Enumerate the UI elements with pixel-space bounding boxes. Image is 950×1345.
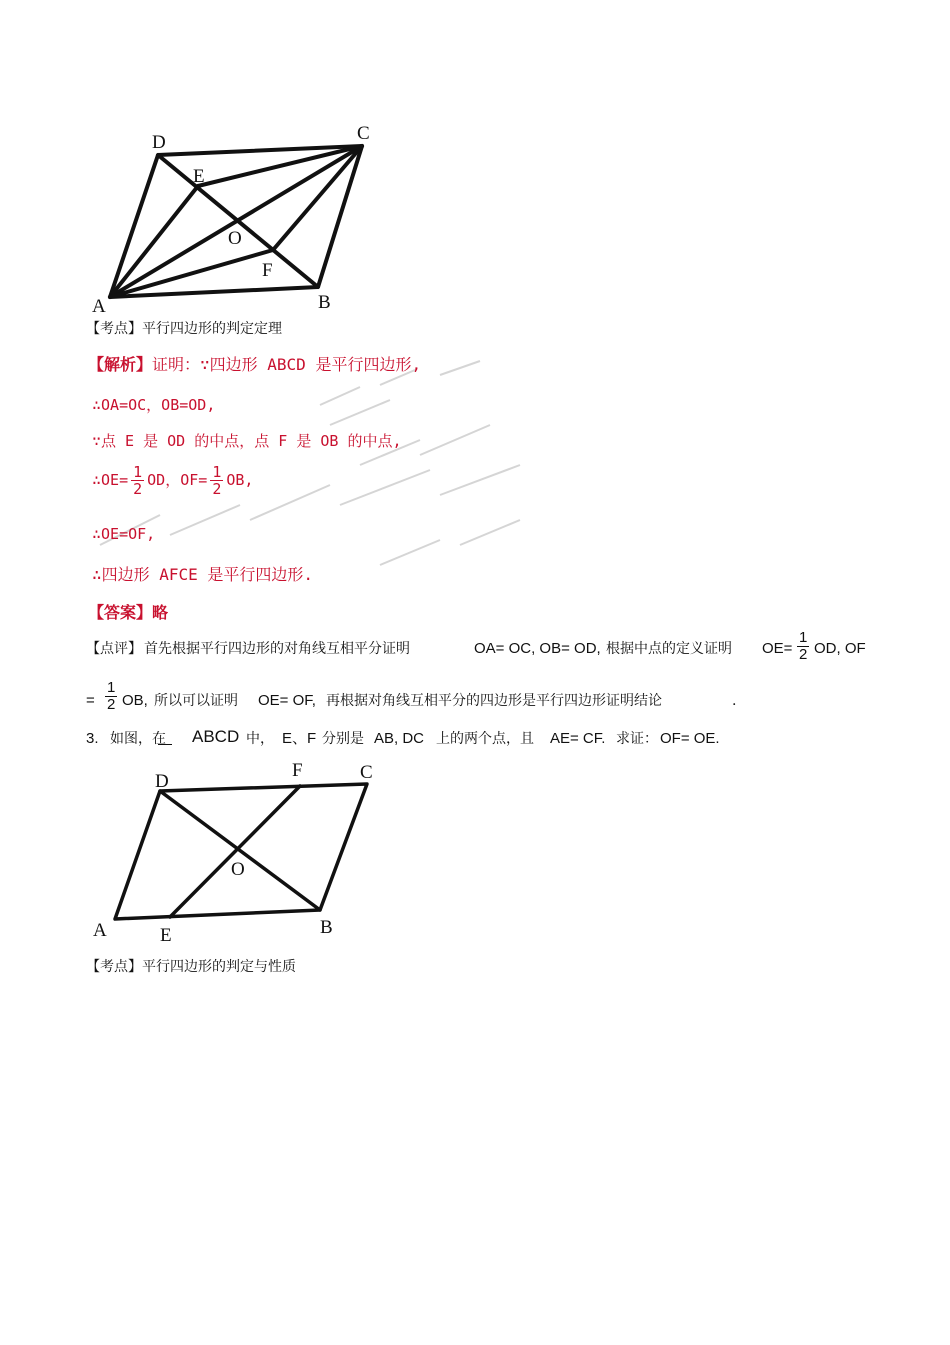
question-number: 3. <box>86 730 99 747</box>
fraction-denominator: 2 <box>799 646 808 663</box>
label-o: O <box>228 228 242 249</box>
question-3 <box>86 728 886 750</box>
q3-eq-2: OF= OE. <box>660 730 720 747</box>
fraction-denominator: 2 <box>133 480 143 498</box>
dianping-eq-2-post: OD, OF <box>814 640 866 657</box>
segment-ae <box>110 186 198 297</box>
dianping-text-4: 再根据对角线互相平分的四边形是平行四边形证明结论 <box>326 693 662 709</box>
daan-text: 略 <box>152 603 169 622</box>
label-e: E <box>193 166 205 187</box>
q3-sides: AB, DC <box>374 730 425 747</box>
jiexi-line-4-pre: ∴OE= <box>92 471 129 489</box>
fraction-numerator: 1 <box>799 629 808 646</box>
fraction-numerator: 1 <box>107 679 116 696</box>
label-b: B <box>318 292 331 313</box>
dianping-line-2-eq: OB, <box>122 692 148 709</box>
fraction-half-1 <box>131 464 144 497</box>
dianping-tag: 【点评】 <box>86 641 142 657</box>
kaodian-1-text: 平行四边形的判定定理 <box>142 321 282 337</box>
kaodian-2 <box>86 958 296 976</box>
dianping-text-2: 根据中点的定义证明 <box>606 641 732 657</box>
jiexi-line-3: ∵点 E 是 OD 的中点，点 F 是 OB 的中点, <box>92 432 402 450</box>
kaodian-1-tag: 【考点】 <box>86 321 142 337</box>
jiexi-line-4 <box>92 464 253 497</box>
fraction-numerator: 1 <box>212 463 222 481</box>
dianping-line-1 <box>86 629 886 674</box>
jiexi-line-5: ∴OE=OF, <box>92 525 156 543</box>
kaodian-1 <box>86 320 282 338</box>
figure-1-parallelogram <box>80 120 400 320</box>
label-f: F <box>262 260 273 281</box>
q3-text-3: 分别是 <box>322 731 364 747</box>
label-b: B <box>320 917 333 938</box>
jiexi-line-4-mid: OD，OF= <box>147 471 208 489</box>
q3-points: E、F <box>282 730 317 747</box>
fraction-numerator: 1 <box>133 463 143 481</box>
fraction-denominator: 2 <box>212 480 222 498</box>
dianping-fraction-2 <box>105 680 117 713</box>
label-d: D <box>152 132 166 153</box>
kaodian-2-tag: 【考点】 <box>86 959 142 975</box>
segment-ef <box>170 786 300 917</box>
q3-text-5: 求证： <box>616 731 658 747</box>
label-o: O <box>231 859 245 880</box>
q3-text-4: 上的两个点，且 <box>436 731 534 747</box>
segment-fc <box>273 146 362 250</box>
label-e: E <box>160 925 172 946</box>
jiexi-line-6: ∴四边形 AFCE 是平行四边形. <box>92 565 314 584</box>
daan <box>88 600 168 623</box>
label-c: C <box>360 762 373 783</box>
dianping-end: . <box>732 693 737 709</box>
q3-shape: ABCD <box>192 727 240 746</box>
q3-text-2: 中， <box>246 731 274 747</box>
q3-text-1: 如图，在 <box>110 731 166 747</box>
dianping-fraction-1 <box>797 630 809 663</box>
parallelogram-symbol-icon <box>158 734 172 745</box>
jiexi-line-2: ∴OA=OC，OB=OD, <box>92 396 216 414</box>
dianping-text-1: 首先根据平行四边形的对角线互相平分证明 <box>144 641 410 657</box>
dianping-line-2 <box>86 680 886 720</box>
jiexi-line-1-text: 证明：∵四边形 ABCD 是平行四边形, <box>152 355 422 374</box>
diagonal-db <box>160 791 320 910</box>
label-a: A <box>92 296 106 317</box>
dianping-line-2-pre: = <box>86 692 95 709</box>
jiexi-line-4-post: OB, <box>226 471 254 489</box>
label-d: D <box>155 771 169 792</box>
jiexi-line-1 <box>88 352 421 375</box>
dianping-text-3: 所以可以证明 <box>154 693 238 709</box>
figure-2-parallelogram <box>85 755 385 950</box>
q3-eq-1: AE= CF. <box>550 730 606 747</box>
label-f: F <box>292 760 303 781</box>
fraction-half-2 <box>210 464 223 497</box>
dianping-eq-1: OA= OC, OB= OD, <box>474 640 601 657</box>
dianping-eq-2-pre: OE= <box>762 640 793 657</box>
label-c: C <box>357 123 370 144</box>
label-a: A <box>93 920 107 941</box>
dianping-eq-3: OE= OF, <box>258 692 316 709</box>
kaodian-2-text: 平行四边形的判定与性质 <box>142 959 296 975</box>
jiexi-tag: 【解析】 <box>88 355 153 374</box>
fraction-denominator: 2 <box>107 696 116 713</box>
daan-tag: 【答案】 <box>88 603 153 622</box>
